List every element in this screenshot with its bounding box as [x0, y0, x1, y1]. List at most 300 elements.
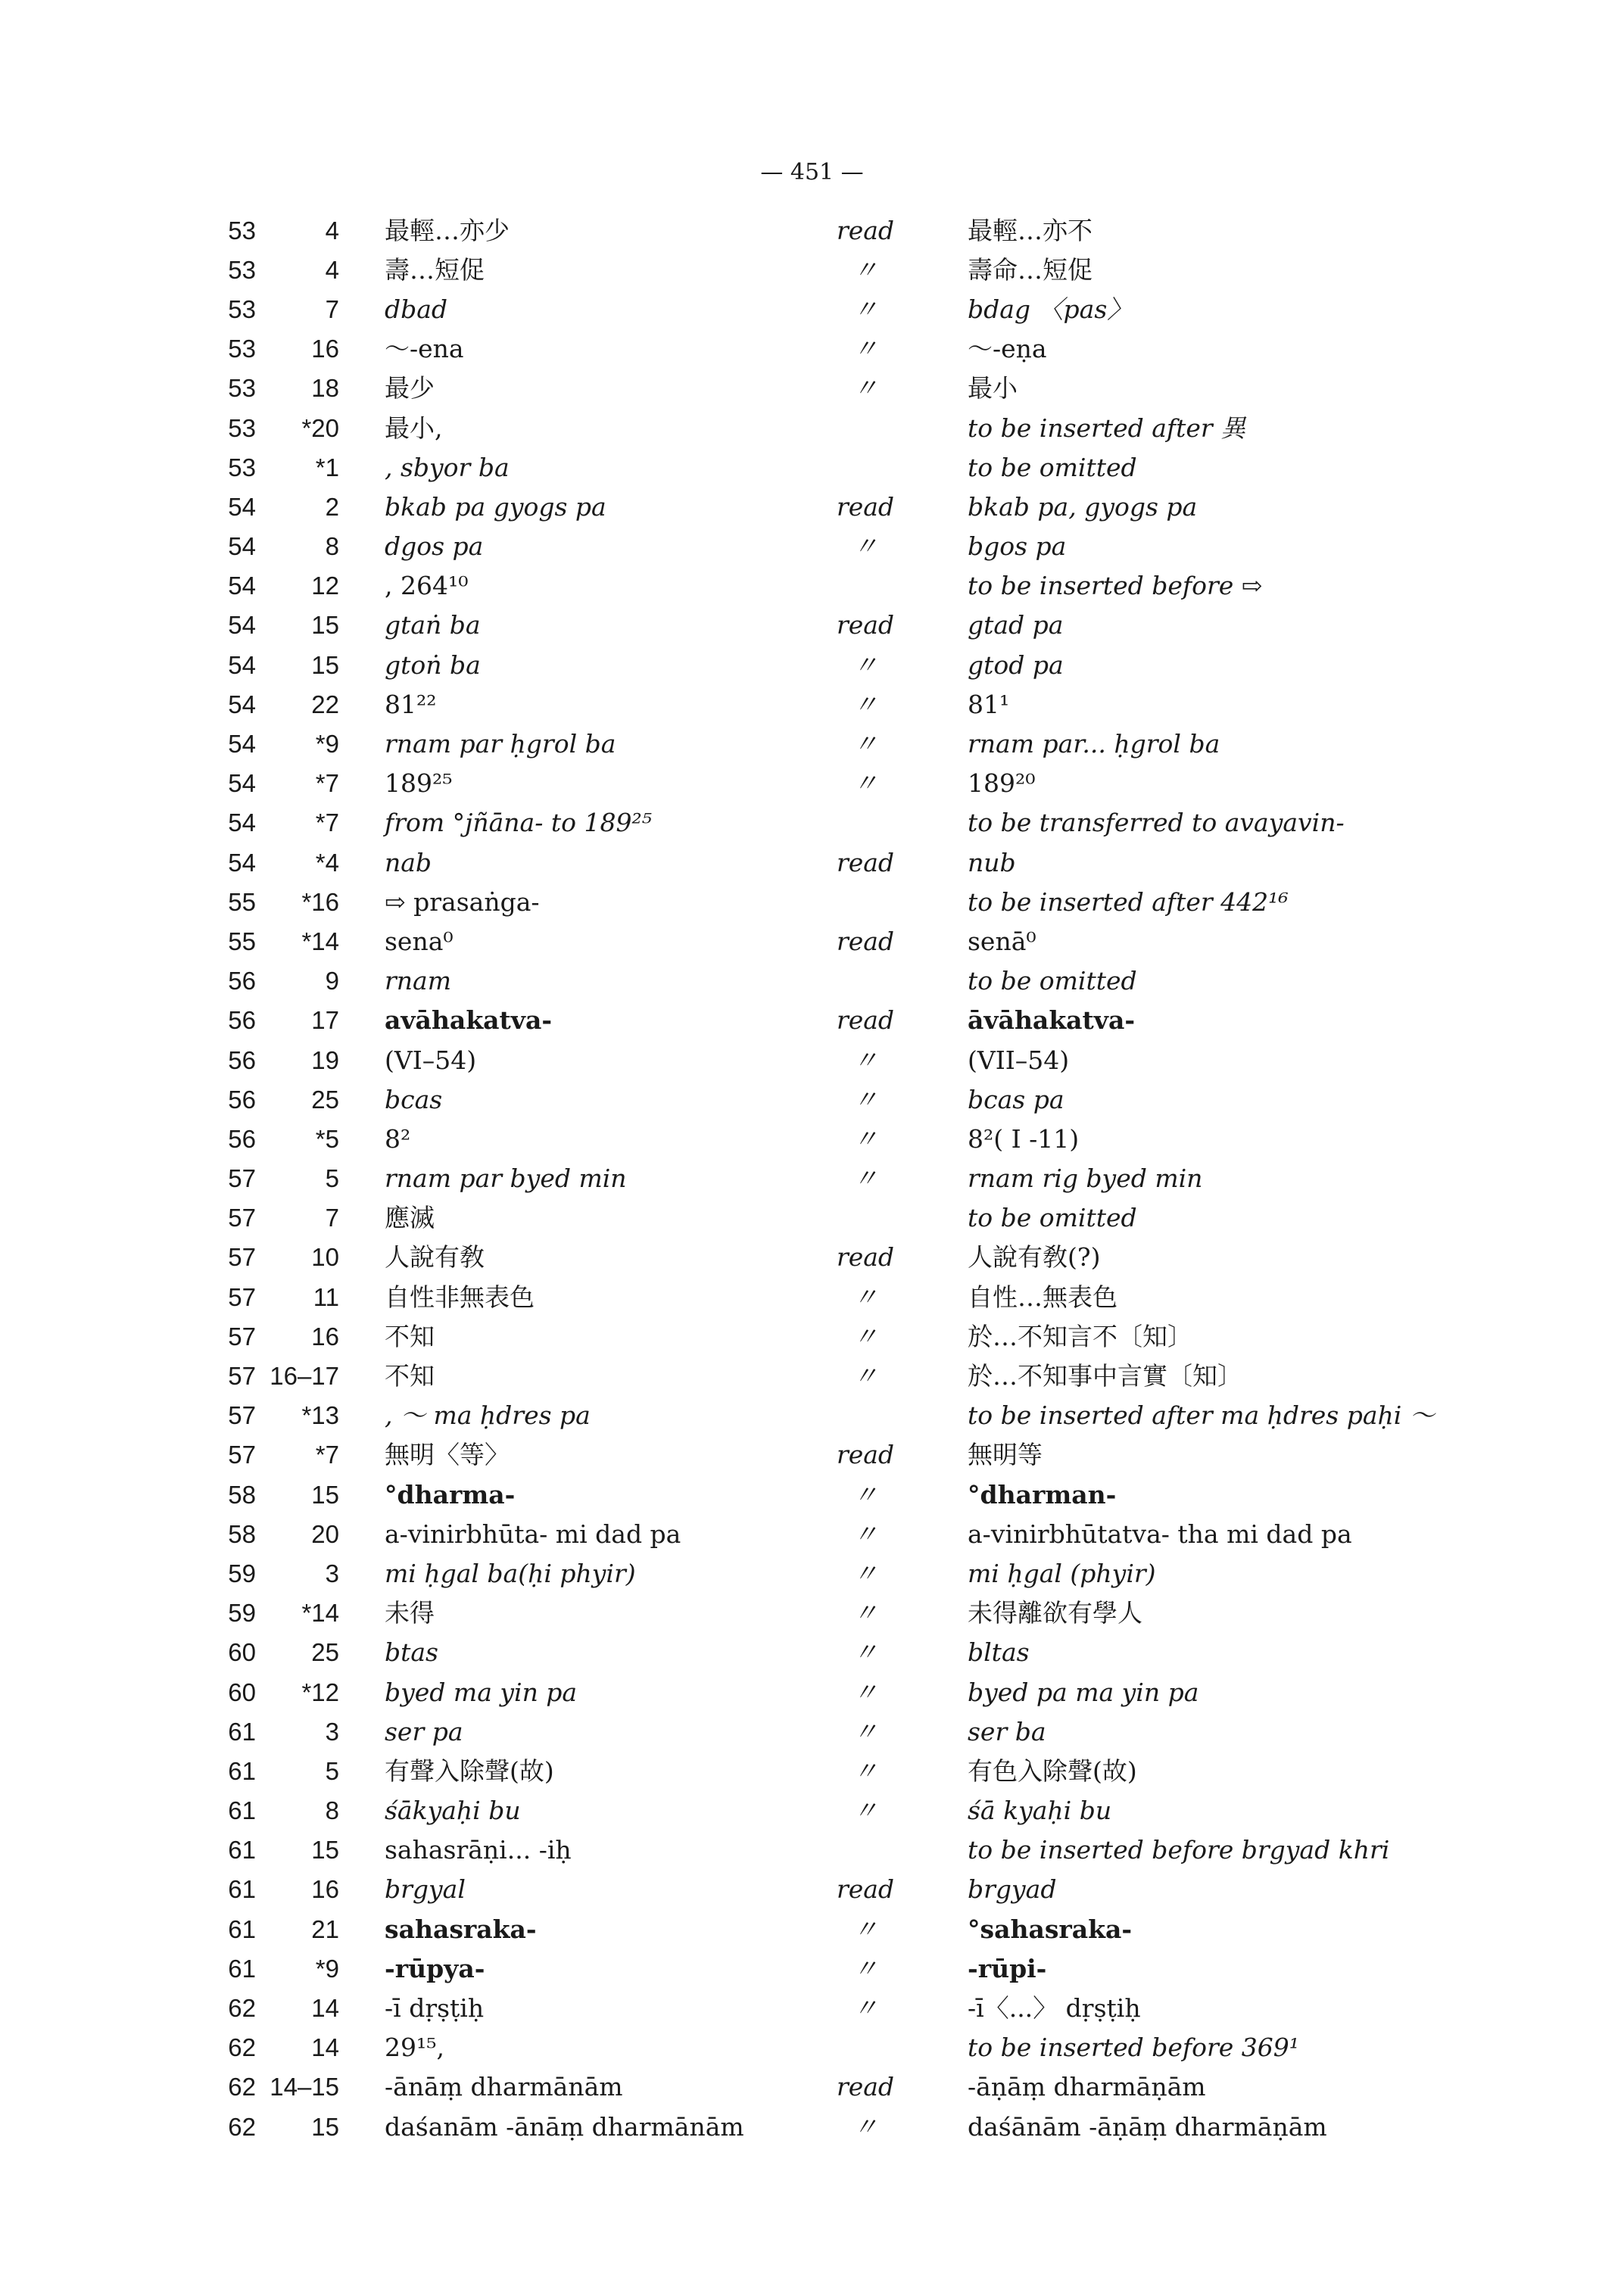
error-text-cell: from °jñāna- to 189²⁵	[385, 808, 652, 838]
error-text-cell: 人說有敎	[385, 1242, 485, 1273]
gap-cell	[339, 1633, 385, 1672]
line-cell: 17	[311, 1006, 339, 1035]
line-cell: 16	[311, 1322, 339, 1351]
errata-row	[0, 803, 1624, 843]
errata-row	[0, 882, 1624, 921]
page-cell: 54	[228, 848, 256, 877]
read-mark-cell	[763, 1396, 968, 1435]
gap-cell	[339, 882, 385, 921]
gap-cell	[339, 1040, 385, 1080]
error-text-cell: byed ma yin pa	[385, 1677, 578, 1707]
line-cell: 9	[325, 967, 339, 995]
errata-row	[0, 1633, 1624, 1672]
line-cell: 8	[325, 1796, 339, 1825]
line-cell: 15	[311, 2112, 339, 2141]
correction-text-cell: 於…不知事中言實〔知〕	[968, 1361, 1242, 1391]
page-cell: 57	[228, 1282, 256, 1311]
correction-text-cell: 189²⁰	[968, 768, 1036, 799]
errata-body	[0, 210, 1624, 2146]
error-text-cell: °dharma-	[385, 1479, 516, 1509]
read-mark-cell: 〃	[853, 689, 878, 719]
page-cell: 54	[228, 611, 256, 640]
errata-row	[0, 1238, 1624, 1277]
correction-text-cell: bltas	[968, 1637, 1030, 1668]
correction-text-cell: daśānām -āṇāṃ dharmāṇām	[968, 2111, 1327, 2142]
page-cell: 54	[228, 769, 256, 798]
error-text-cell: -rūpya-	[385, 1953, 485, 1983]
correction-text-cell: śā kyaḥi bu	[968, 1796, 1112, 1826]
error-text-cell: btas	[385, 1637, 438, 1668]
error-text-cell: bcas	[385, 1084, 443, 1114]
line-cell: 15	[311, 1836, 339, 1865]
read-mark-cell: 〃	[853, 531, 878, 562]
read-mark-cell: 〃	[853, 294, 878, 324]
line-cell: 2	[325, 492, 339, 521]
line-cell: 15	[311, 611, 339, 640]
error-text-cell: rnam par ḥgrol ba	[385, 729, 616, 759]
correction-text-cell: nub	[968, 847, 1016, 877]
errata-row	[0, 1356, 1624, 1395]
gap-cell	[339, 645, 385, 684]
line-cell: *12	[301, 1678, 339, 1706]
read-mark-cell	[763, 408, 968, 447]
correction-text-cell: to be inserted before brgyad khri	[968, 1835, 1390, 1865]
correction-text-cell: (VII–54)	[968, 1045, 1070, 1075]
page-cell: 55	[228, 887, 256, 916]
gap-cell	[339, 1949, 385, 1988]
page-cell: 54	[228, 572, 256, 600]
line-cell: *20	[301, 413, 339, 442]
gap-cell	[339, 1751, 385, 1790]
page-cell: 57	[228, 1204, 256, 1232]
read-mark-cell: read	[836, 1440, 895, 1470]
line-cell: 10	[311, 1243, 339, 1272]
read-mark-cell: 〃	[853, 1321, 878, 1351]
gap-cell	[339, 487, 385, 526]
gap-cell	[339, 1830, 385, 1870]
read-mark-cell: 〃	[853, 2111, 878, 2142]
read-mark-cell: 〃	[853, 373, 878, 403]
page-cell: 61	[228, 1717, 256, 1746]
line-cell: 16–17	[270, 1362, 339, 1391]
correction-text-cell: 人說有敎(?)	[968, 1242, 1101, 1273]
correction-text-cell: bdag 〈pas〉	[968, 294, 1133, 324]
error-text-cell: -ī dṛṣṭiḥ	[385, 1993, 485, 2024]
errata-row	[0, 210, 1624, 250]
errata-row	[0, 1119, 1624, 1158]
correction-text-cell: 自性…無表色	[968, 1282, 1117, 1312]
error-text-cell: 81²²	[385, 689, 437, 719]
page-number: — 451 —	[760, 159, 864, 185]
correction-text-cell: 無明等	[968, 1440, 1043, 1470]
gap-cell	[339, 566, 385, 606]
correction-text-cell: -rūpi-	[968, 1953, 1047, 1983]
page-cell: 56	[228, 1006, 256, 1035]
gap-cell	[339, 329, 385, 369]
page-cell: 56	[228, 1045, 256, 1074]
correction-text-cell: gtod pa	[968, 650, 1064, 680]
page-cell: 53	[228, 453, 256, 481]
errata-row	[0, 921, 1624, 961]
line-cell: *9	[315, 730, 339, 759]
page-cell: 54	[228, 492, 256, 521]
read-mark-cell: 〃	[853, 1598, 878, 1628]
gap-cell	[339, 2028, 385, 2067]
error-text-cell: daśanām -ānāṃ dharmānām	[385, 2111, 744, 2142]
page-cell: 59	[228, 1599, 256, 1628]
error-text-cell: 壽…短促	[385, 254, 485, 285]
read-mark-cell: 〃	[853, 1637, 878, 1668]
read-mark-cell	[763, 566, 968, 606]
error-text-cell: 8²	[385, 1123, 411, 1154]
line-cell: 25	[311, 1085, 339, 1114]
line-cell: 19	[311, 1045, 339, 1074]
read-mark-cell: 〃	[853, 254, 878, 285]
error-text-cell: gtoṅ ba	[385, 650, 481, 680]
line-cell: 5	[325, 1164, 339, 1193]
line-cell: *14	[301, 1599, 339, 1628]
gap-cell	[339, 1080, 385, 1119]
errata-row	[0, 1514, 1624, 1553]
line-cell: *5	[315, 1124, 339, 1153]
page-cell: 54	[228, 690, 256, 718]
line-cell: 4	[325, 255, 339, 284]
page-cell: 57	[228, 1362, 256, 1391]
error-text-cell: sahasraka-	[385, 1914, 537, 1944]
errata-row	[0, 1475, 1624, 1514]
read-mark-cell: 〃	[853, 729, 878, 759]
page-cell: 61	[228, 1875, 256, 1904]
line-cell: 7	[325, 294, 339, 323]
page-cell: 55	[228, 927, 256, 955]
read-mark-cell: 〃	[853, 1164, 878, 1194]
read-mark-cell: read	[836, 491, 895, 522]
error-text-cell: mi ḥgal ba(ḥi phyir)	[385, 1558, 636, 1588]
errata-row	[0, 1751, 1624, 1790]
gap-cell	[339, 2067, 385, 2107]
page-cell: 62	[228, 1994, 256, 2023]
read-mark-cell: 〃	[853, 1796, 878, 1826]
page-cell: 56	[228, 967, 256, 995]
error-text-cell: brgyal	[385, 1874, 466, 1905]
read-mark-cell: read	[836, 1242, 895, 1273]
error-text-cell: , ～ ma ḥdres pa	[385, 1400, 591, 1431]
gap-cell	[339, 447, 385, 487]
correction-text-cell: rnam rig byed min	[968, 1164, 1203, 1194]
page-cell: 59	[228, 1559, 256, 1587]
gap-cell	[339, 684, 385, 724]
error-text-cell: -ānāṃ dharmānām	[385, 2072, 623, 2102]
gap-cell	[339, 921, 385, 961]
errata-row	[0, 566, 1624, 606]
read-mark-cell: 〃	[853, 1045, 878, 1075]
errata-row	[0, 1830, 1624, 1870]
page-cell: 61	[228, 1914, 256, 1943]
read-mark-cell: 〃	[853, 1519, 878, 1549]
line-cell: *14	[301, 927, 339, 955]
page-cell: 54	[228, 532, 256, 561]
error-text-cell: 29¹⁵,	[385, 2033, 444, 2063]
gap-cell	[339, 1594, 385, 1633]
error-text-cell: 應滅	[385, 1203, 435, 1233]
correction-text-cell: -ī〈...〉 dṛṣṭiḥ	[968, 1993, 1141, 2024]
line-cell: 18	[311, 374, 339, 403]
gap-cell	[339, 1198, 385, 1238]
read-mark-cell: 〃	[853, 1123, 878, 1154]
errata-row	[0, 289, 1624, 329]
gap-cell	[339, 1159, 385, 1198]
errata-row	[0, 1553, 1624, 1593]
read-mark-cell: 〃	[853, 650, 878, 680]
line-cell: 25	[311, 1638, 339, 1667]
error-text-cell: 最輕…亦少	[385, 215, 510, 245]
line-cell: 4	[325, 216, 339, 245]
page-cell: 56	[228, 1124, 256, 1153]
read-mark-cell: 〃	[853, 334, 878, 364]
errata-row	[0, 487, 1624, 526]
errata-row	[0, 329, 1624, 369]
page-cell: 62	[228, 2112, 256, 2141]
correction-text-cell: -āṇāṃ dharmāṇām	[968, 2072, 1206, 2102]
read-mark-cell: 〃	[853, 1993, 878, 2024]
page-cell: 57	[228, 1243, 256, 1272]
line-cell: *1	[315, 453, 339, 481]
read-mark-cell	[763, 882, 968, 921]
errata-row	[0, 369, 1624, 408]
error-text-cell: avāhakatva-	[385, 1005, 553, 1036]
gap-cell	[339, 1553, 385, 1593]
gap-cell	[339, 764, 385, 803]
errata-row	[0, 1791, 1624, 1830]
page-cell: 58	[228, 1480, 256, 1509]
read-mark-cell: read	[836, 926, 895, 956]
line-cell: 21	[311, 1914, 339, 1943]
correction-text-cell: 最輕…亦不	[968, 215, 1093, 245]
errata-row	[0, 1988, 1624, 2027]
correction-text-cell: a-vinirbhūtatva- tha mi dad pa	[968, 1519, 1352, 1549]
gap-cell	[339, 1316, 385, 1356]
error-text-cell: ⇨ prasaṅga-	[385, 886, 540, 917]
page-cell: 57	[228, 1164, 256, 1193]
errata-row	[0, 1198, 1624, 1238]
line-cell: 16	[311, 1875, 339, 1904]
read-mark-cell: read	[836, 2072, 895, 2102]
line-cell: 20	[311, 1519, 339, 1548]
page-cell: 53	[228, 255, 256, 284]
line-cell: *7	[315, 1441, 339, 1469]
line-cell: 3	[325, 1717, 339, 1746]
errata-row	[0, 1001, 1624, 1040]
page-cell: 53	[228, 335, 256, 363]
error-text-cell: dbad	[385, 294, 448, 324]
correction-text-cell: °dharman-	[968, 1479, 1117, 1509]
line-cell: 3	[325, 1559, 339, 1587]
error-text-cell: 不知	[385, 1361, 435, 1391]
gap-cell	[339, 1277, 385, 1316]
error-text-cell: rnam par byed min	[385, 1164, 627, 1194]
error-text-cell: bkab pa gyogs pa	[385, 491, 606, 522]
line-cell: *16	[301, 887, 339, 916]
errata-row	[0, 1159, 1624, 1198]
gap-cell	[339, 1119, 385, 1158]
error-text-cell: 無明〈等〉	[385, 1440, 510, 1470]
error-text-cell: rnam	[385, 966, 451, 996]
correction-text-cell: byed pa ma yin pa	[968, 1677, 1199, 1707]
line-cell: *9	[315, 1954, 339, 1983]
line-cell: 15	[311, 650, 339, 679]
correction-text-cell: ～-eṇa	[968, 334, 1047, 364]
correction-text-cell: 壽命…短促	[968, 254, 1093, 285]
line-cell: 15	[311, 1480, 339, 1509]
gap-cell	[339, 1672, 385, 1712]
gap-cell	[339, 210, 385, 250]
correction-text-cell: 最小	[968, 373, 1018, 403]
read-mark-cell: 〃	[853, 1361, 878, 1391]
gap-cell	[339, 606, 385, 645]
correction-text-cell: to be omitted	[968, 966, 1137, 996]
read-mark-cell: 〃	[853, 768, 878, 799]
line-cell: 5	[325, 1756, 339, 1785]
errata-row	[0, 2067, 1624, 2107]
error-text-cell: 最小,	[385, 413, 443, 443]
page-cell: 57	[228, 1401, 256, 1430]
error-text-cell: sena⁰	[385, 926, 454, 956]
error-text-cell: dgos pa	[385, 531, 484, 562]
errata-row	[0, 724, 1624, 763]
errata-row	[0, 645, 1624, 684]
page-cell: 60	[228, 1678, 256, 1706]
read-mark-cell: 〃	[853, 1282, 878, 1312]
correction-text-cell: 8²( I -11)	[968, 1123, 1080, 1154]
gap-cell	[339, 250, 385, 289]
page-cell: 56	[228, 1085, 256, 1114]
correction-text-cell: gtad pa	[968, 610, 1064, 640]
correction-text-cell: bcas pa	[968, 1084, 1064, 1114]
errata-row	[0, 1435, 1624, 1475]
line-cell: 16	[311, 335, 339, 363]
errata-row	[0, 527, 1624, 566]
correction-text-cell: to be inserted before ⇨	[968, 571, 1263, 601]
error-text-cell: 不知	[385, 1321, 435, 1351]
line-cell: 11	[313, 1282, 339, 1311]
gap-cell	[339, 1001, 385, 1040]
errata-row	[0, 1909, 1624, 1949]
errata-row	[0, 1672, 1624, 1712]
errata-row	[0, 1040, 1624, 1080]
correction-text-cell: to be omitted	[968, 1203, 1137, 1233]
gap-cell	[339, 1870, 385, 1909]
gap-cell	[339, 289, 385, 329]
read-mark-cell: read	[836, 610, 895, 640]
page-cell: 61	[228, 1954, 256, 1983]
read-mark-cell: read	[836, 1874, 895, 1905]
line-cell: 14	[311, 1994, 339, 2023]
read-mark-cell: 〃	[853, 1479, 878, 1509]
gap-cell	[339, 961, 385, 1001]
line-cell: 14–15	[270, 2073, 339, 2101]
errata-row	[0, 2028, 1624, 2067]
gap-cell	[339, 1435, 385, 1475]
correction-text-cell: to be inserted after ma ḥdres paḥi ～	[968, 1400, 1435, 1431]
line-cell: 14	[311, 2033, 339, 2062]
error-text-cell: a-vinirbhūta- mi dad pa	[385, 1519, 681, 1549]
correction-text-cell: to be inserted after 442¹⁶	[968, 886, 1289, 917]
gap-cell	[339, 1475, 385, 1514]
line-cell: 7	[325, 1204, 339, 1232]
gap-cell	[339, 408, 385, 447]
read-mark-cell: read	[836, 847, 895, 877]
gap-cell	[339, 1909, 385, 1949]
error-text-cell: 最少	[385, 373, 435, 403]
gap-cell	[339, 1988, 385, 2027]
correction-text-cell: brgyad	[968, 1874, 1057, 1905]
gap-cell	[339, 1356, 385, 1395]
error-text-cell: gtaṅ ba	[385, 610, 481, 640]
gap-cell	[339, 1514, 385, 1553]
correction-text-cell: senā⁰	[968, 926, 1036, 956]
page-cell: 57	[228, 1441, 256, 1469]
errata-row	[0, 764, 1624, 803]
error-text-cell: 有聲入除聲(故)	[385, 1756, 554, 1786]
page-cell: 62	[228, 2073, 256, 2101]
page-cell: 53	[228, 374, 256, 403]
correction-text-cell: °sahasraka-	[968, 1914, 1133, 1944]
gap-cell	[339, 1238, 385, 1277]
correction-text-cell: 81¹	[968, 689, 1010, 719]
correction-text-cell: 有色入除聲(故)	[968, 1756, 1137, 1786]
page-cell: 53	[228, 294, 256, 323]
correction-text-cell: āvāhakatva-	[968, 1005, 1136, 1036]
error-text-cell: 自性非無表色	[385, 1282, 535, 1312]
error-text-cell: sahasrāṇi... -iḥ	[385, 1835, 572, 1865]
read-mark-cell: 〃	[853, 1756, 878, 1786]
page-cell: 57	[228, 1322, 256, 1351]
error-text-cell: śākyaḥi bu	[385, 1796, 521, 1826]
page-cell: 61	[228, 1836, 256, 1865]
read-mark-cell: 〃	[853, 1953, 878, 1983]
errata-row	[0, 1870, 1624, 1909]
errata-table	[0, 210, 1624, 2146]
page-cell: 61	[228, 1796, 256, 1825]
error-text-cell: 未得	[385, 1598, 435, 1628]
gap-cell	[339, 803, 385, 843]
read-mark-cell: 〃	[853, 1716, 878, 1746]
errata-row	[0, 447, 1624, 487]
errata-row	[0, 1080, 1624, 1119]
page-cell: 54	[228, 650, 256, 679]
error-text-cell: ～-ena	[385, 334, 464, 364]
gap-cell	[339, 1396, 385, 1435]
line-cell: *13	[301, 1401, 339, 1430]
read-mark-cell: read	[836, 215, 895, 245]
errata-row	[0, 1712, 1624, 1751]
errata-row	[0, 1949, 1624, 1988]
gap-cell	[339, 843, 385, 882]
error-text-cell: (VI–54)	[385, 1045, 477, 1075]
gap-cell	[339, 527, 385, 566]
error-text-cell: ser pa	[385, 1716, 463, 1746]
correction-text-cell: to be omitted	[968, 452, 1137, 482]
page-cell: 53	[228, 413, 256, 442]
gap-cell	[339, 369, 385, 408]
gap-cell	[339, 1791, 385, 1830]
errata-row	[0, 1396, 1624, 1435]
line-cell: 22	[311, 690, 339, 718]
correction-text-cell: bgos pa	[968, 531, 1067, 562]
error-text-cell: , 264¹⁰	[385, 571, 469, 601]
correction-text-cell: ser ba	[968, 1716, 1046, 1746]
page-cell: 61	[228, 1756, 256, 1785]
